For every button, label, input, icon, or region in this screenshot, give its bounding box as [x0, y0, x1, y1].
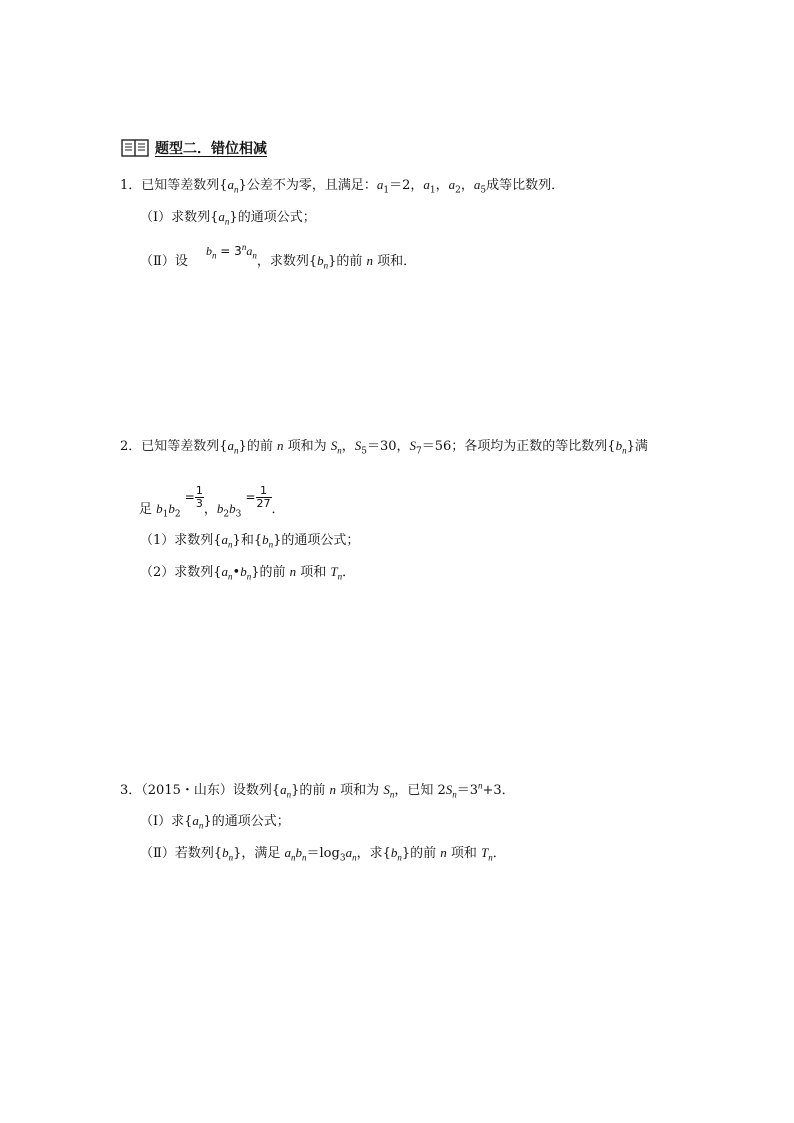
q1-part1: （Ⅰ）求数列$\{a_n\}$的通项公式；	[140, 209, 316, 227]
section-heading	[121, 136, 267, 160]
q2-eq1: = $\frac{1}{3}$	[184, 484, 203, 510]
open-book-icon	[121, 138, 149, 158]
section-title: 题型二．错位相减	[155, 141, 267, 157]
q3-stem: 3．（2015・山东）设数列$\{a_n\}$的前 n 项和为 $S_n$，已知 $2S_n=3^n+3$．	[120, 780, 515, 800]
q1-stem: 1．已知等差数列$\{a_n\}$公差不为零，且满足：$a_1=2$，$a_1$，$a_2$，$a_5$成等比数列．	[120, 177, 565, 196]
q2-part1: （1）求数列$\{a_n\}$和$\{b_n\}$的通项公式；	[140, 532, 360, 550]
q2-eq2: = $\frac{1}{27}$	[245, 484, 271, 510]
q1-part2: （Ⅱ）设 $b_n = 3^na_n$，求数列$\{b_n\}$的前 n 项和．	[140, 242, 417, 271]
q3-part1: （Ⅰ）求$\{a_n\}$的通项公式；	[140, 813, 290, 831]
q2-condition-line: 足 $b_1b_2$ = $\frac{1}{3}$ ，$b_2b_3$ = $\frac{1}{27}$ ．	[139, 484, 285, 520]
q2-part2: （2）求数列$\{a_n•b_n\}$的前 n 项和 $T_n$．	[140, 564, 356, 582]
q1-formula: $b_n = 3^na_n$	[205, 242, 257, 261]
q3-part2: （Ⅱ）若数列$\{b_n\}$，满足 $a_nb_n=\log_3a_n$，求$\{b_n\}$的前 n 项和 $T_n$．	[140, 845, 506, 864]
q2-stem: 2．已知等差数列$\{a_n\}$的前 n 项和为 $S_n$，$S_5=30$，$S_7=56$；各项均为正数的等比数列$\{b_n\}$满	[120, 438, 648, 457]
